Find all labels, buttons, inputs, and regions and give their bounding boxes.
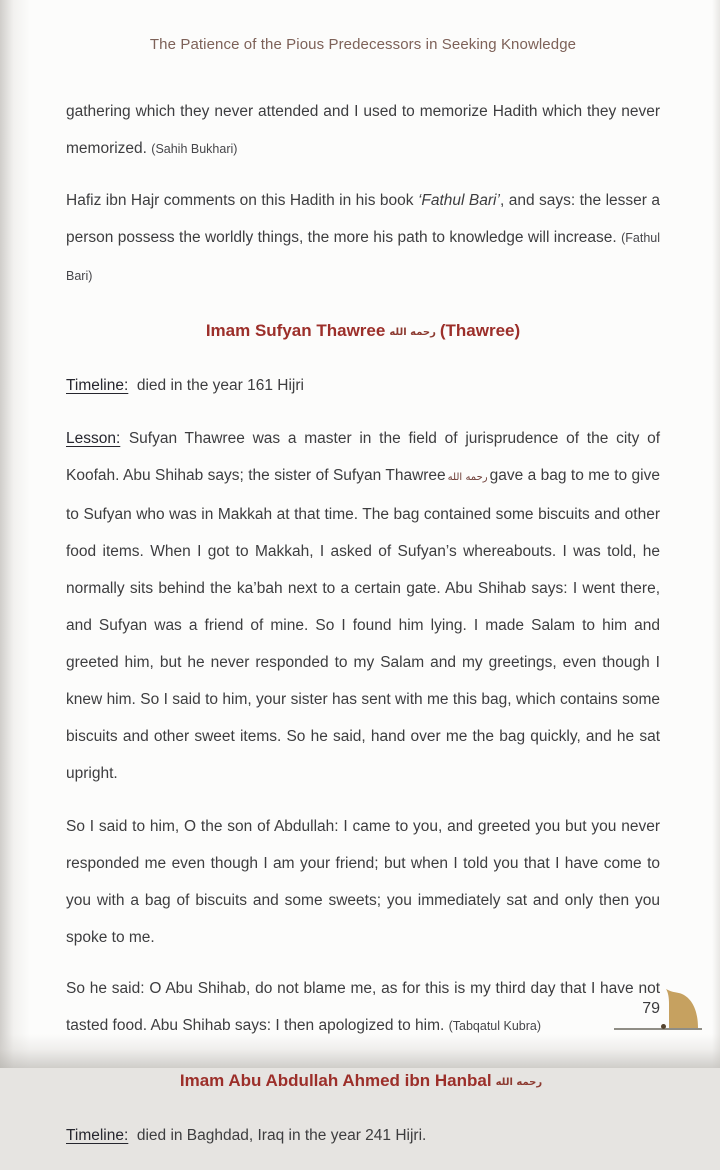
book-title-fathul-bari: ‘Fathul Bari’: [417, 192, 500, 209]
honorific-rahimahullah-icon: رحمه الله: [447, 472, 488, 483]
lesson-paragraph: [66, 420, 660, 792]
section-heading-ahmed-ibn-hanbal: [66, 1069, 660, 1095]
scan-edge-left: [0, 0, 30, 1068]
paragraph-text: Hafiz ibn Hajr comments on this Hadith in his book: [66, 192, 418, 209]
paragraph-hafiz-ibn-hajr: [66, 182, 660, 295]
timeline-text: died in the year 161 Hijri: [136, 377, 304, 394]
scan-edge-right: [712, 0, 720, 1068]
paragraph-text: gathering which they never attended and I used to memorize Hadith which they never memorized.: [66, 103, 660, 157]
heading-suffix: (Thawree): [439, 321, 521, 340]
heading-text: Imam Abu Abdullah Ahmed ibn Hanbal: [179, 1071, 492, 1090]
tan-fin-icon: [666, 988, 700, 1030]
honorific-rahimahullah-icon: رحمه الله: [495, 1077, 543, 1088]
paragraph-text: So he said: O Abu Shihab, do not blame me, as for this is my third day that I have not tasted food. Abu Shihab says: I then apologized to him.: [66, 980, 660, 1034]
lesson-text: Sufyan Thawree was a master in the field of jurisprudence of the city of Koofah. Abu Shihab says; the sister of Sufyan Thawree: [66, 430, 660, 484]
page-content: [66, 0, 660, 1170]
timeline-sufyan-thawree: [66, 367, 660, 404]
timeline-label: Timeline:: [66, 377, 129, 394]
citation-sahih-bukhari: (Sahih Bukhari): [151, 142, 238, 156]
timeline-label: Timeline:: [66, 1127, 129, 1144]
citation-fathul-bari: (Fathul Bari): [66, 231, 660, 283]
paragraph-text: , and says: the lesser a person possess the worldly things, the more his path to knowledge will increase.: [66, 192, 661, 246]
paragraph-son-of-abdullah: [66, 808, 660, 956]
footer-rule: [614, 1028, 702, 1030]
citation-tabqatul-kubra: (Tabqatul Kubra): [448, 1019, 542, 1033]
heading-text: Imam Sufyan Thawree: [205, 321, 386, 340]
paragraph-text: So I said to him, O the son of Abdullah: I came to you, and greeted you but you never responded me even though I am your friend; but when I told you that I have come to you with a bag of biscuits and some sweets; you immediately sat and only then you spoke to me.: [66, 818, 660, 946]
footer-dot: [661, 1024, 666, 1029]
page-number-ornament: [614, 988, 704, 1050]
paragraph-abu-shihab-reply: [66, 970, 660, 1045]
honorific-rahimahullah-icon: رحمه الله: [389, 327, 436, 338]
section-heading-sufyan-thawree: [66, 319, 660, 345]
paragraph-hadith-memorize: [66, 93, 660, 168]
lesson-text: gave a bag to me to give to Sufyan who was in Makkah at that time. The bag contained some biscuits and other food items. When I got to Makkah, I asked of Sufyan’s whereabouts. I was told, he normally sits behind the ka’bah next to a certain gate. Abu Shihab says: I went there, and Sufyan was a friend of mine. So I found him lying. I made Salam to him and greeted him, but he never responded to my Salam and my greetings, even though I knew him. So I said to him, your sister has sent with me this bag, which contains some biscuits and other sweet items. So he said, hand over me the bag quickly, and he sat upright.: [66, 467, 660, 782]
timeline-text: died in Baghdad, Iraq in the year 241 Hijri.: [136, 1127, 427, 1144]
running-title: The Patience of the Pious Predecessors in Seeking Knowledge: [149, 36, 577, 53]
lesson-label: Lesson:: [66, 430, 121, 447]
page-number: 79: [642, 1000, 660, 1017]
timeline-ahmed-ibn-hanbal: [66, 1117, 660, 1154]
